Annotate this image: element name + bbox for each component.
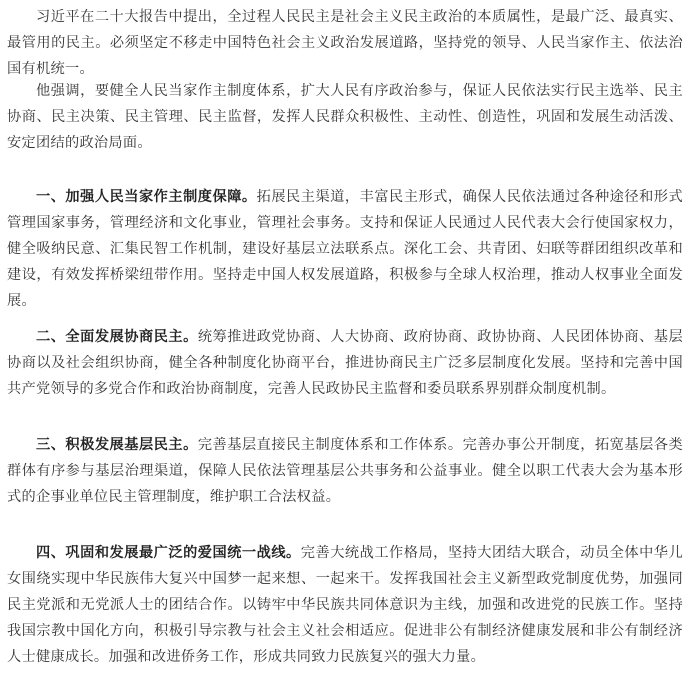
section-paragraph-4: [7, 540, 683, 670]
section-body-1: 拓展民主渠道，丰富民主形式，确保人民依法通过各种途径和形式管理国家事务，管理经济和文化事业，管理社会事务。支持和保证人民通过人民代表大会行使国家权力，健全吸纳民意、汇集民智工作机制，建设好基层立法联系点。深化工会、共青团、妇联等群团组织改革和建设，有效发挥桥梁纽带作用。坚持走中国人权发展道路，积极参与全球人权治理，推动人权事业全面发展。: [7, 189, 683, 309]
intro-text: 习近平在二十大报告中提出，全过程人民民主是社会主义民主政治的本质属性，是最广泛、最真实、最管用的民主。必须坚定不移走中国特色社会主义政治发展道路，坚持党的领导、人民当家作主、依法治国有机统一。: [7, 9, 683, 77]
section-heading-3: 三、积极发展基层民主。: [36, 437, 198, 453]
intro-paragraph: [7, 4, 683, 82]
section-heading-1: 一、加强人民当家作主制度保障。: [36, 189, 257, 205]
section-heading-4: 四、巩固和发展最广泛的爱国统一战线。: [36, 545, 301, 561]
section-paragraph-2: [7, 324, 683, 402]
emphasis-text: 他强调，要健全人民当家作主制度体系，扩大人民有序政治参与，保证人民依法实行民主选举、民主协商、民主决策、民主管理、民主监督，发挥人民群众积极性、主动性、创造性，巩固和发展生动活泼、安定团结的政治局面。: [7, 83, 683, 151]
section-body-4: 完善大统战工作格局，坚持大团结大联合，动员全体中华儿女围绕实现中华民族伟大复兴中国梦一起来想、一起来干。发挥我国社会主义新型政党制度优势，加强同民主党派和无党派人士的团结合作。以铸牢中华民族共同体意识为主线，加强和改进党的民族工作。坚持我国宗教中国化方向，积极引导宗教与社会主义社会相适应。促进非公有制经济健康发展和非公有制经济人士健康成长。加强和改进侨务工作，形成共同致力民族复兴的强大力量。: [7, 545, 683, 665]
section-body-3: 完善基层直接民主制度体系和工作体系。完善办事公开制度，拓宽基层各类群体有序参与基层治理渠道，保障人民依法管理基层公共事务和公益事业。健全以职工代表大会为基本形式的企事业单位民主管理制度，维护职工合法权益。: [7, 437, 683, 505]
section-paragraph-3: [7, 432, 683, 510]
section-body-2: 统筹推进政党协商、人大协商、政府协商、政协协商、人民团体协商、基层协商以及社会组织协商，健全各种制度化协商平台，推进协商民主广泛多层制度化发展。坚持和完善中国共产党领导的多党合作和政治协商制度，完善人民政协民主监督和委员联系界别群众制度机制。: [7, 329, 683, 397]
section-paragraph-1: [7, 184, 683, 314]
emphasis-paragraph: [7, 78, 683, 156]
section-heading-2: 二、全面发展协商民主。: [36, 329, 198, 345]
